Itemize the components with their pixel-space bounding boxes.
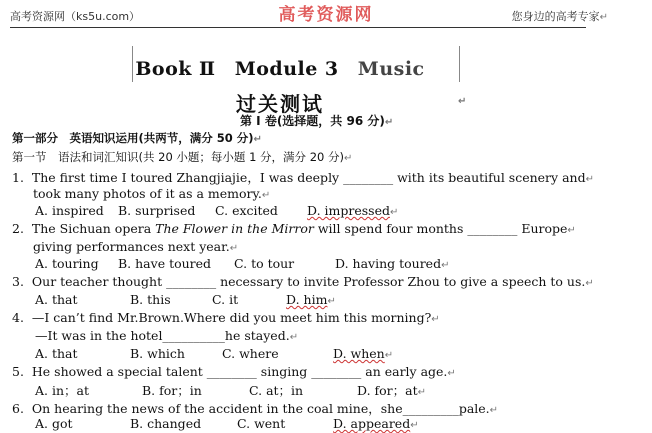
return-mark-icon: ↵: [585, 278, 594, 289]
option-d: D. having toured↵: [335, 256, 450, 271]
question-2-line-2: giving performances next year.↵: [33, 239, 239, 254]
option-c: C. at；in: [249, 383, 304, 398]
document-subtitle: 过关测试 ↵: [236, 92, 469, 116]
return-mark-icon: ↵: [585, 174, 594, 185]
return-mark-icon: ↵: [289, 332, 299, 343]
question-5-line-1: 5. He showed a special talent ________ singing ________ an early age.↵: [12, 364, 456, 379]
option-b: B. have toured: [118, 256, 212, 271]
question-6-line-1: 6. On hearing the news of the accident in the coal mine，she_________pale.↵: [12, 401, 499, 416]
header-logo-text: 高考资源网: [278, 5, 374, 25]
option-c: C. to tour: [234, 256, 295, 271]
header-left-text: 高考资源网（ks5u.com）: [10, 10, 141, 23]
option-b: B. this: [130, 292, 171, 307]
return-mark-icon: ↵: [327, 296, 336, 307]
option-d: D. appeared↵: [333, 416, 419, 431]
option-d: D. for；at↵: [357, 383, 427, 398]
part-heading: 第一部分 英语知识运用(共两节，满分 50 分)↵: [12, 131, 262, 145]
question-1-line-1: 1. The first time I toured Zhangjiajie，I was deeply ________ with its beautiful scenery and↵: [12, 170, 594, 185]
return-mark-icon: ↵: [410, 420, 419, 431]
question-2-line-1: 2. The Sichuan opera The Flower in the Mirror will spend four months ________ Europe↵: [12, 221, 576, 236]
option-c: C. went: [237, 416, 286, 431]
option-b: B. for；in: [142, 383, 202, 398]
return-mark-icon: ↵: [458, 96, 469, 107]
return-mark-icon: ↵: [229, 243, 239, 254]
option-a: A. that: [35, 292, 78, 307]
question-4-line-1: 4. —I can’t find Mr.Brown.Where did you meet him this morning?↵: [12, 310, 440, 325]
option-a: A. inspired: [35, 203, 104, 218]
return-mark-icon: ↵: [261, 190, 271, 201]
volume-heading: 第 I 卷(选择题，共 96 分)↵: [240, 114, 394, 128]
option-d: D. when↵: [333, 346, 394, 361]
return-mark-icon: ↵: [489, 405, 499, 416]
header-right-text: 您身边的高考专家↵: [511, 10, 608, 23]
option-a: A. touring: [35, 256, 99, 271]
question-4-line-2: —It was in the hotel__________he stayed.↵: [35, 328, 299, 343]
return-mark-icon: ↵: [441, 260, 450, 271]
question-1-line-2: took many photos of it as a memory.↵: [33, 186, 271, 201]
return-mark-icon: ↵: [384, 350, 394, 361]
option-d: D. him↵: [286, 292, 336, 307]
option-a: A. that: [35, 346, 78, 361]
document-title: [0, 58, 560, 80]
return-mark-icon: ↵: [567, 225, 576, 236]
option-c: C. it: [212, 292, 239, 307]
return-mark-icon: ↵: [389, 207, 399, 218]
question-3-line-1: 3. Our teacher thought ________ necessary to invite Professor Zhou to give a speech to us.↵: [12, 274, 594, 289]
option-b: B. changed: [130, 416, 202, 431]
option-c: C. excited: [215, 203, 278, 218]
option-d: D. impressed↵: [307, 203, 399, 218]
option-c: C. where: [222, 346, 279, 361]
return-mark-icon: ↵: [599, 12, 608, 23]
return-mark-icon: ↵: [447, 368, 456, 379]
return-mark-icon: ↵: [384, 117, 394, 128]
option-a: A. in；at: [35, 383, 89, 398]
title-book: Book Ⅱ: [135, 58, 216, 80]
return-mark-icon: ↵: [417, 387, 427, 398]
title-module: Module 3: [234, 58, 339, 80]
return-mark-icon: ↵: [431, 314, 440, 325]
page-header: [0, 0, 652, 28]
return-mark-icon: ↵: [344, 153, 353, 164]
header-divider: [10, 27, 586, 28]
return-mark-icon: ↵: [253, 134, 262, 145]
option-b: B. surprised: [118, 203, 196, 218]
section-heading: 第一节 语法和词汇知识(共 20 小题；每小题 1 分，满分 20 分)↵: [12, 150, 353, 164]
title-topic: Music: [357, 58, 425, 80]
option-b: B. which: [130, 346, 185, 361]
option-a: A. got: [35, 416, 73, 431]
